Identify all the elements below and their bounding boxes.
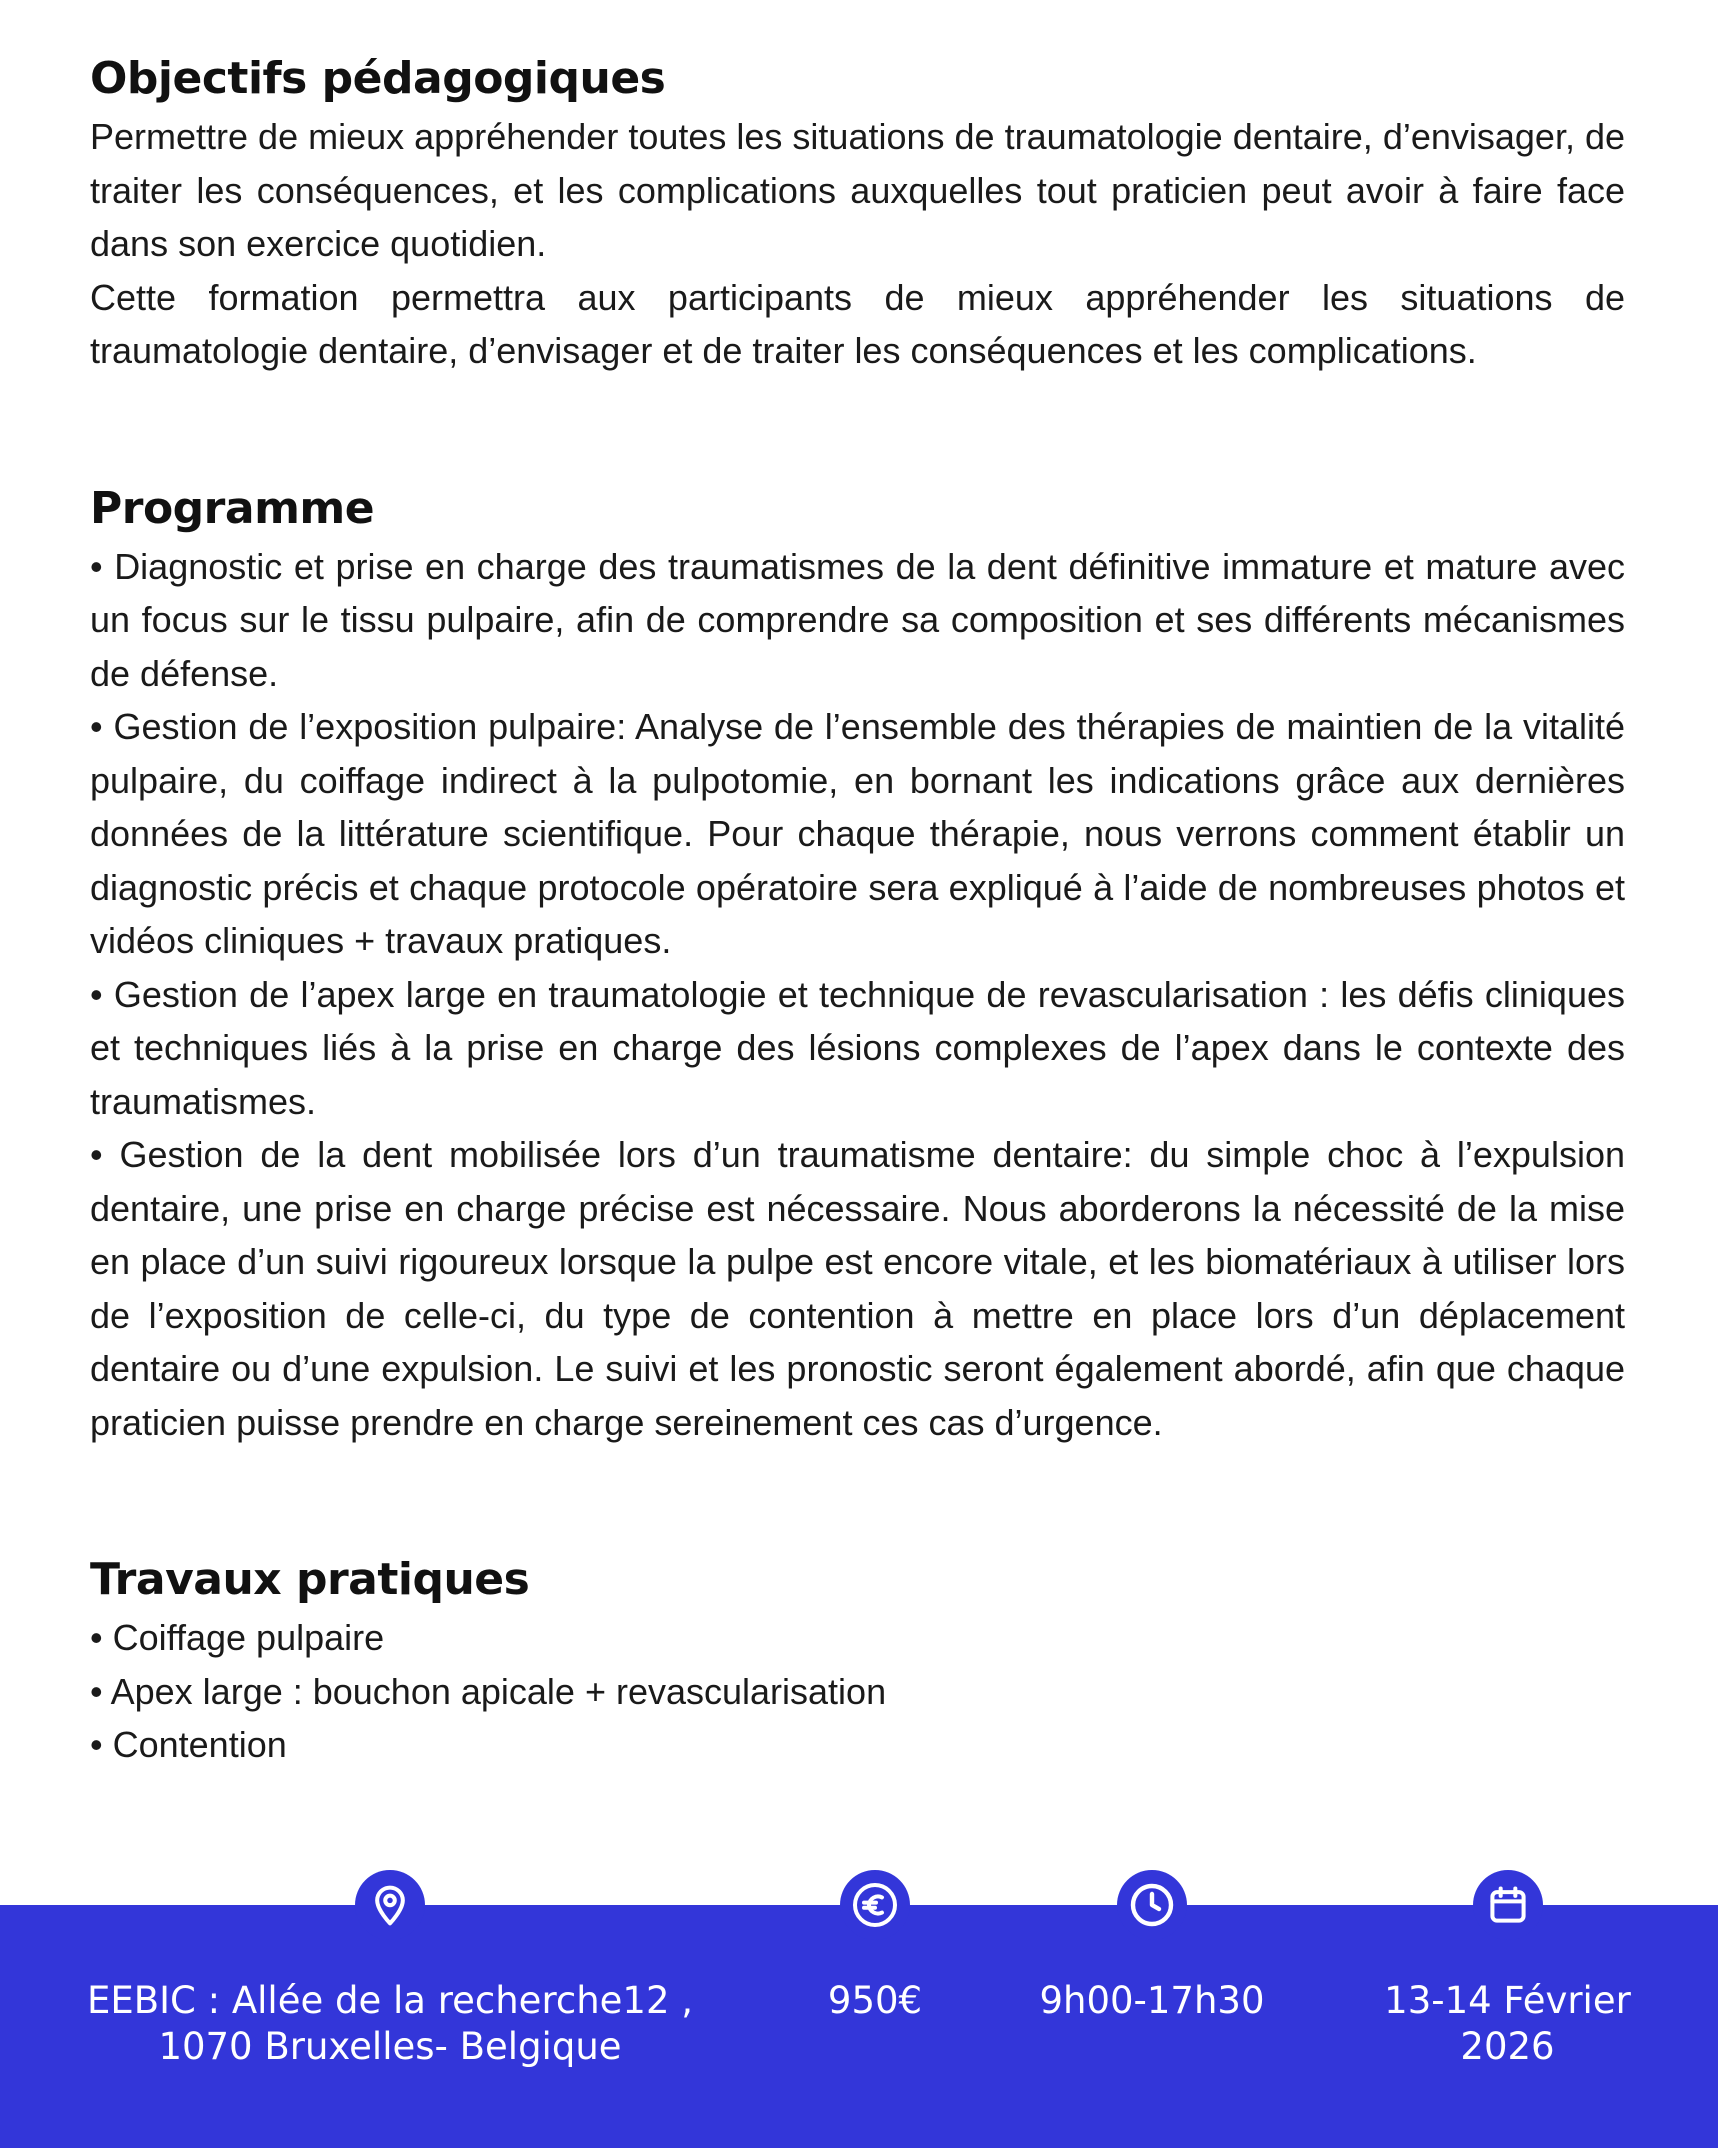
programme-item: • Gestion de l’exposition pulpaire: Analyse de l’ensemble des thérapies de maintien de la vitalité pulpaire, du coiffage indirect à la pulpotomie, en bornant les indications grâce aux dernières données de la littérature scientifique. Pour chaque thérapie, nous verrons comment établir un diagnostic précis et chaque protocole opératoire sera expliqué à l’aide de nombreuses photos et vidéos cliniques + travaux pratiques. (90, 700, 1625, 968)
travaux-section (90, 1549, 1625, 1772)
location-pin-icon (355, 1870, 425, 1940)
objectifs-section (90, 48, 1625, 378)
date-info (1335, 1870, 1680, 2070)
price-text: 950€ (827, 1979, 923, 2022)
objectifs-paragraph: Cette formation permettra aux participants de mieux appréhender les situations de traumatologie dentaire, d’envisager et de traiter les conséquences et les complications. (90, 276, 1625, 371)
hours-text: 9h00-17h30 (1039, 1979, 1265, 2022)
travaux-item: • Apex large : bouchon apicale + revascularisation (90, 1665, 1625, 1719)
main-content (90, 48, 1625, 1772)
travaux-item: • Coiffage pulpaire (90, 1611, 1625, 1665)
programme-item: • Gestion de l’apex large en traumatologie et technique de revascularisation : les défis cliniques et techniques liés à la prise en charge des lésions complexes de l’apex dans le contexte des traumatismes. (90, 968, 1625, 1129)
euro-icon (840, 1870, 910, 1940)
travaux-item: • Contention (90, 1718, 1625, 1772)
objectifs-heading: Objectifs pédagogiques (90, 53, 666, 104)
travaux-heading: Travaux pratiques (90, 1554, 530, 1605)
hours-info (1012, 1870, 1292, 2024)
location-text: EEBIC : Allée de la recherche12 , 1070 Bruxelles- Belgique (86, 1979, 694, 2068)
programme-section (90, 478, 1625, 1450)
price-info (775, 1870, 975, 2024)
clock-icon (1117, 1870, 1187, 1940)
programme-item: • Diagnostic et prise en charge des traumatismes de la dent définitive immature et mature avec un focus sur le tissu pulpaire, afin de comprendre sa composition et ses différents mécanismes de défense. (90, 540, 1625, 701)
calendar-icon (1473, 1870, 1543, 1940)
location-info (60, 1870, 720, 2070)
programme-item: • Gestion de la dent mobilisée lors d’un traumatisme dentaire: du simple choc à l’expulsion dentaire, une prise en charge précise est nécessaire. Nous aborderons la nécessité de la mise en place d’un suivi rigoureux lorsque la pulpe est encore vitale, et les biomatériaux à utiliser lors de l’exposition de celle-ci, du type de contention à mettre en place lors d’un déplacement dentaire ou d’une expulsion. Le suivi et les pronostic seront également abordé, afin que chaque praticien puisse prendre en charge sereinement ces cas d’urgence. (90, 1128, 1625, 1449)
programme-heading: Programme (90, 482, 375, 534)
objectifs-paragraph: Permettre de mieux appréhender toutes les situations de traumatologie dentaire, d’envisager, de traiter les conséquences, et les complications auxquelles tout praticien peut avoir à faire face dans son exercice quotidien. (90, 116, 1625, 264)
date-text: 13-14 Février 2026 (1384, 1979, 1631, 2068)
